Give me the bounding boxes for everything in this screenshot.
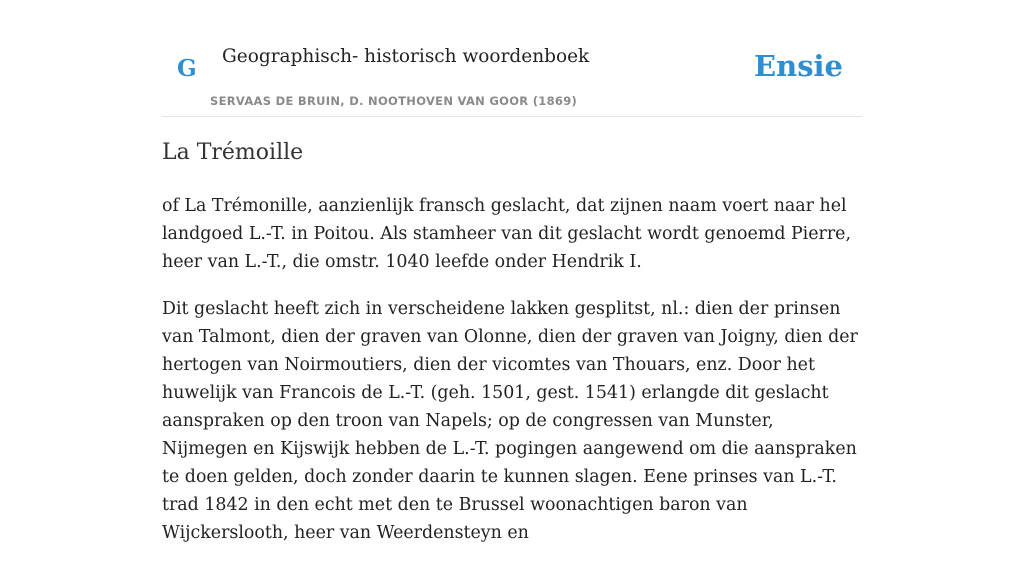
entry-paragraph: of La Trémonille, aanzienlijk fransch geslacht, dat zijnen naam voert naar hel landgoed L.-T. in Poitou. Als stamheer van dit geslacht wordt genoemd Pierre, heer van L.-T., die omstr. 1040 leefde onder Hendrik I. xyxy=(162,196,851,272)
book-title[interactable]: Geographisch- historisch woordenboek xyxy=(222,46,590,67)
brand-logo-link[interactable]: Ensie xyxy=(754,49,843,83)
entry-paragraph: Dit geslacht heeft zich in verscheidene lakken gesplitst, nl.: dien der prinsen van Talmont, dien der graven van Olonne, dien der graven van Joigny, dien der hertogen van Noirmoutiers, dien der vicomtes van Thouars, enz. Door het huwelijk van Francois de L.-T. (geh. 1501, gest. 1541) erlangde dit geslacht aanspraken op den troon van Napels; op de congressen van Munster, Nijmegen en Kijswijk hebben de L.-T. pogingen aangewend om die aanspraken te doen gelden, doch zonder daarin te kunnen slagen. Eene prinses van L.-T. trad 1842 in den echt met den te Brussel woonachtigen baron van Wijckerslooth, heer van Weerdensteyn en xyxy=(162,299,858,543)
header xyxy=(162,0,862,117)
entry-title: La Trémoille xyxy=(162,140,304,165)
book-letter-icon[interactable]: G xyxy=(177,55,197,82)
entry-body xyxy=(162,192,862,566)
book-author: SERVAAS DE BRUIN, D. NOOTHOVEN VAN GOOR (1869) xyxy=(210,94,578,108)
